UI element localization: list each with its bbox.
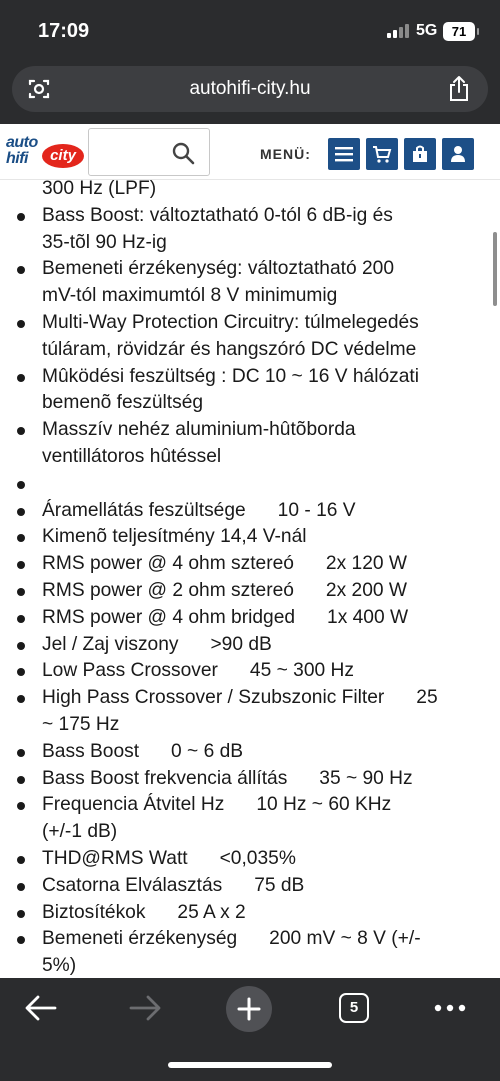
spec-item: Bass Boost 0 ~ 6 dB	[0, 739, 500, 766]
search-icon[interactable]	[171, 141, 195, 165]
spec-item	[0, 471, 500, 498]
spec-item-continuation: mV-tól maximumtól 8 V minimumig	[42, 285, 338, 307]
spec-item: Biztosítékok 25 A x 2	[0, 900, 500, 927]
search-input[interactable]	[93, 133, 163, 171]
spec-item: THD@RMS Watt <0,035%	[0, 846, 500, 873]
home-indicator[interactable]	[168, 1062, 332, 1068]
product-specs	[0, 180, 500, 978]
network-type: 5G	[416, 22, 438, 39]
logo-badge-city: city	[42, 144, 84, 168]
cart-button[interactable]	[366, 138, 398, 170]
back-icon[interactable]	[24, 994, 58, 1022]
user-icon	[448, 144, 468, 164]
battery-icon: 71	[443, 22, 475, 41]
spec-list	[0, 180, 500, 978]
spec-item-continuation: ventillátoros hûtéssel	[42, 445, 222, 467]
spec-item: Frequencia Átvitel Hz 10 Hz ~ 60 KHz	[0, 792, 500, 819]
menu-button[interactable]	[328, 138, 360, 170]
spec-item-continuation: bemenõ feszültség	[42, 392, 204, 414]
spec-item: Csatorna Elválasztás 75 dB	[0, 873, 500, 900]
cart-icon	[372, 144, 392, 164]
spec-item: Kimenõ teljesítmény 14,4 V-nál	[0, 524, 500, 551]
spec-item-continuation: 300 Hz (LPF)	[42, 180, 157, 199]
browser-top-chrome	[0, 0, 500, 124]
spec-item: RMS power @ 4 ohm bridged 1x 400 W	[0, 605, 500, 632]
spec-item-continuation: ~ 175 Hz	[42, 713, 120, 735]
bag-icon	[410, 144, 430, 164]
site-logo[interactable]	[6, 132, 84, 172]
new-tab-button[interactable]	[226, 986, 272, 1032]
spec-item: High Pass Crossover / Szubszonic Filter 25	[0, 685, 500, 712]
menu-label: MENÜ:	[260, 146, 311, 162]
spec-item-continuation: (+/-1 dB)	[42, 821, 118, 843]
spec-item-continuation: 35-tõl 90 Hz-ig	[42, 231, 167, 253]
tabs-icon[interactable]: 5	[339, 993, 369, 1023]
signal-icon	[387, 24, 409, 38]
spec-item-continuation: túláram, rövidzár és hangszóró DC védelme	[42, 338, 417, 360]
spec-item: Áramellátás feszültsége 10 - 16 V	[0, 498, 500, 525]
spec-item: Mûködési feszültség : DC 10 ~ 16 V hálózati	[0, 364, 500, 391]
menu-icon	[334, 144, 354, 164]
user-button[interactable]	[442, 138, 474, 170]
address-bar[interactable]	[12, 66, 488, 112]
spec-item: RMS power @ 4 ohm sztereó 2x 120 W	[0, 551, 500, 578]
logo-text-auto: auto	[6, 134, 38, 151]
spec-item: Bass Boost: változtatható 0-tól 6 dB-ig és	[0, 203, 500, 230]
forward-icon[interactable]	[128, 994, 162, 1022]
logo-text-hifi: hifi	[6, 150, 28, 167]
search-box	[88, 128, 210, 176]
spec-item: Multi-Way Protection Circuitry: túlmelegedés	[0, 310, 500, 337]
status-time: 17:09	[38, 20, 90, 42]
spec-item-continuation: 5%)	[42, 955, 77, 977]
spec-item: Bemeneti érzékenység 200 mV ~ 8 V (+/-	[0, 926, 500, 953]
spec-item: Masszív nehéz aluminium-hûtõborda	[0, 417, 500, 444]
share-icon[interactable]	[448, 75, 470, 102]
page-scrollbar[interactable]	[493, 232, 497, 306]
new-tab-icon	[237, 997, 261, 1021]
spec-item: Bass Boost frekvencia állítás 35 ~ 90 Hz	[0, 766, 500, 793]
spec-item: Low Pass Crossover 45 ~ 300 Hz	[0, 658, 500, 685]
spec-item: Jel / Zaj viszony >90 dB	[0, 632, 500, 659]
url-text[interactable]: autohifi-city.hu	[189, 78, 311, 99]
bag-button[interactable]	[404, 138, 436, 170]
spec-item: Bemeneti érzékenység: változtatható 200	[0, 256, 500, 283]
browser-bottom-toolbar	[0, 978, 500, 1081]
more-icon[interactable]	[434, 1004, 466, 1012]
spec-item: RMS power @ 2 ohm sztereó 2x 200 W	[0, 578, 500, 605]
site-header	[0, 124, 500, 180]
